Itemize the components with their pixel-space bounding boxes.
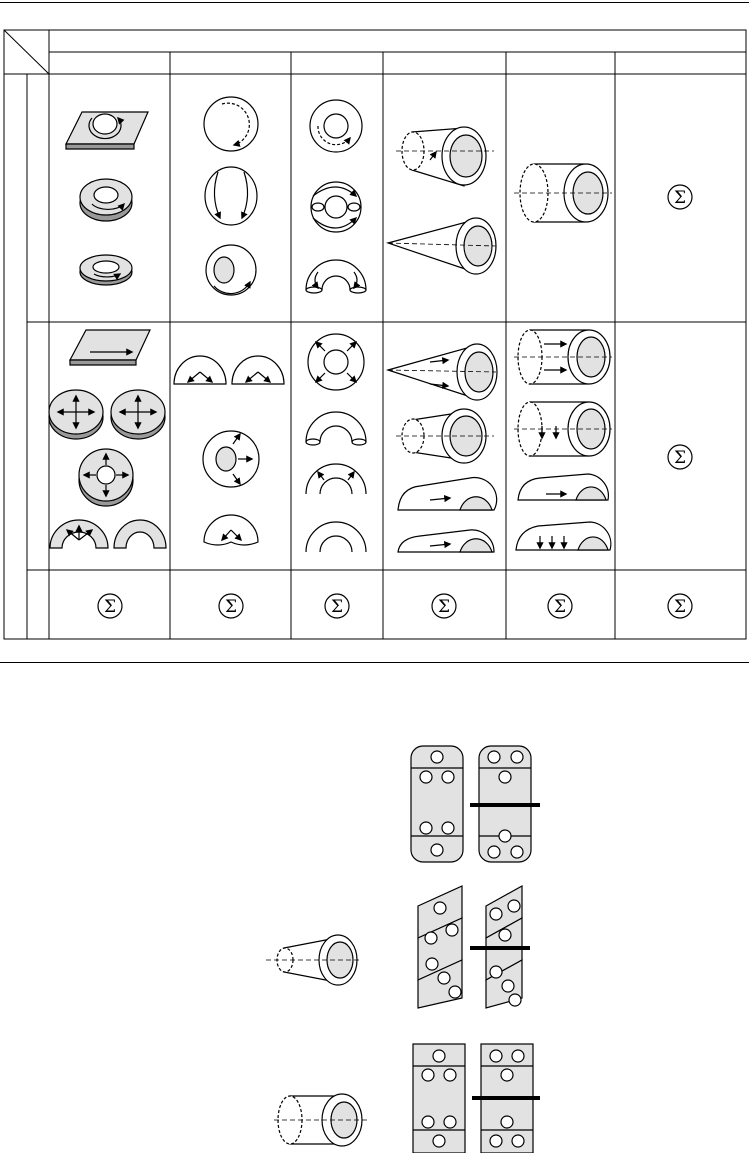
sum-symbol-text: Σ	[103, 597, 117, 617]
thick-ring-icon	[80, 179, 132, 221]
sum-symbol-text: Σ	[224, 597, 238, 617]
torus-four-sections-icon	[311, 182, 361, 232]
sum-symbol-text: Σ	[330, 597, 344, 617]
cylinder-two-arrows-icon	[514, 330, 612, 384]
cone-development-figure	[418, 886, 530, 1008]
disk-four-arrows-left-icon	[49, 390, 103, 439]
half-cylinder-arrows-2-icon	[518, 474, 608, 500]
disk-four-arrows-right-icon	[111, 390, 165, 439]
half-torus-arrows-icon	[306, 260, 366, 293]
half-dome-right-icon	[232, 356, 284, 384]
half-cylinder-arrows-icon	[398, 477, 497, 510]
thick-cylinder-icon	[514, 164, 612, 222]
row2-sum-symbol	[668, 445, 692, 469]
torus-four-arrows-icon	[308, 334, 364, 390]
torus-arrow-icon	[310, 100, 362, 152]
sum-symbol-text: Σ	[553, 597, 567, 617]
hollow-cylinder-icon	[396, 127, 494, 186]
plate-with-circular-arrow-icon	[66, 112, 148, 149]
cylinder-development-figure	[411, 746, 540, 862]
summation-row	[98, 594, 692, 618]
cone-arrow-icon	[388, 218, 496, 274]
hollow-cylinder-2-icon	[274, 1094, 368, 1146]
row1-sum-symbol	[668, 185, 692, 209]
half-torus-arrows-2-icon	[306, 464, 366, 494]
sum-symbol-text: Σ	[673, 448, 687, 468]
half-dome-left-icon	[174, 356, 226, 384]
sum-symbol-text: Σ	[673, 188, 687, 208]
sum-symbol-text: Σ	[437, 597, 451, 617]
half-ring-arrows-icon	[50, 520, 108, 548]
thin-ring-icon	[80, 255, 132, 285]
sum-symbol-text: Σ	[673, 597, 687, 617]
cylinder-arrow-icon	[396, 409, 494, 463]
half-cylinder-plain-icon	[398, 530, 494, 552]
sphere-meridian-icon	[205, 167, 257, 225]
half-cylinder-down-arrows-icon	[516, 522, 611, 550]
hollow-cone-icon	[266, 935, 362, 985]
development-figures	[0, 660, 749, 1153]
ring-hole-arrow-icon	[206, 245, 256, 295]
ring-four-arrows-icon	[79, 449, 133, 506]
disk-hole-arrows-icon	[203, 431, 259, 487]
half-dome-open-icon	[204, 515, 258, 545]
circle-arrow-icon	[204, 97, 258, 151]
half-torus-plain-icon	[306, 412, 366, 445]
half-ring-plain-icon	[114, 520, 166, 548]
half-torus-plain-2-icon	[306, 522, 366, 552]
cone-two-arrows-icon	[388, 344, 497, 400]
cylinder-down-arrows-icon	[514, 402, 612, 456]
plate-straight-arrow-icon	[70, 330, 150, 365]
cylinder-development-split-figure	[413, 1044, 540, 1153]
